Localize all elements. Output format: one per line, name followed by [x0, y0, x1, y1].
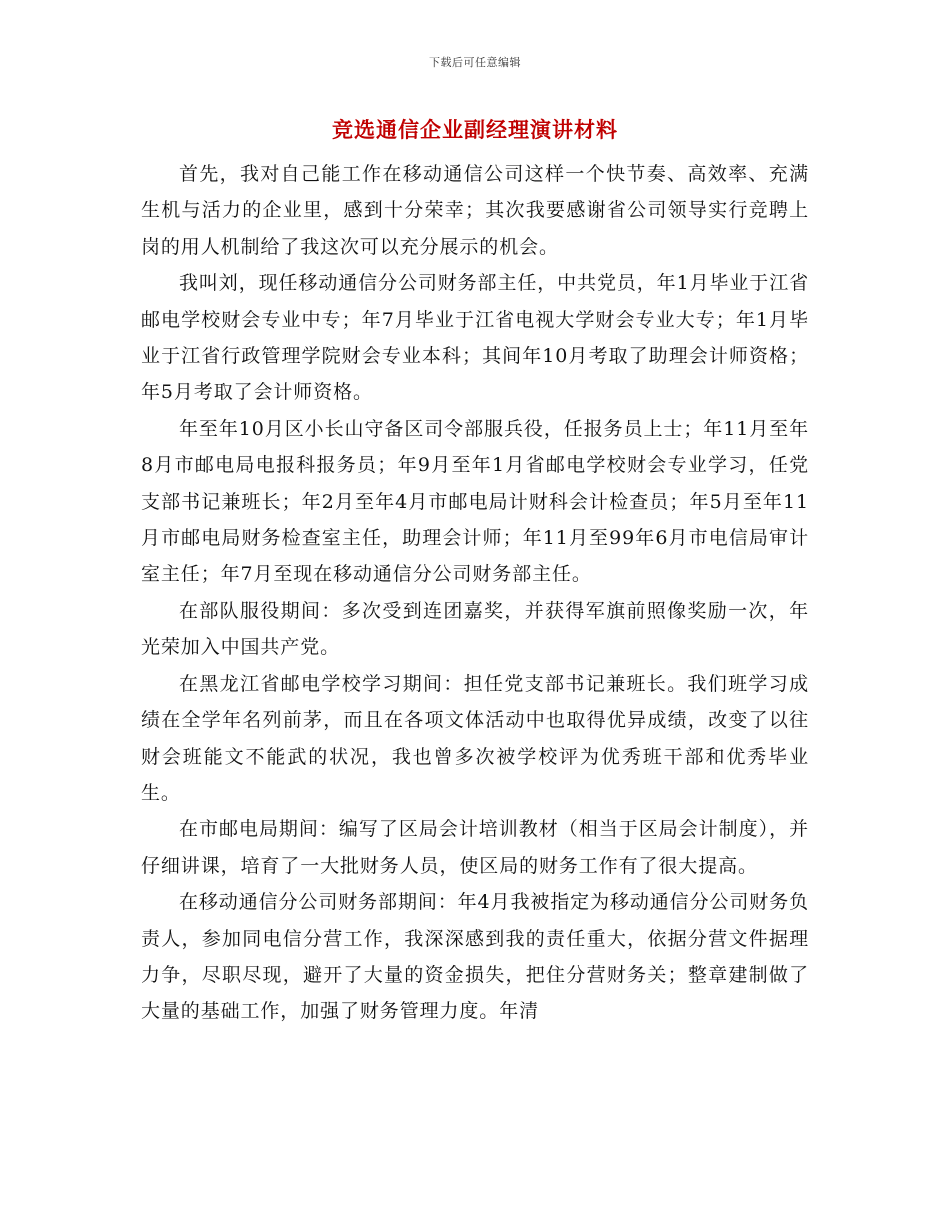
paragraph: 首先，我对自己能工作在移动通信公司这样一个快节奏、高效率、充满生机与活力的企业里，感到十分荣幸；其次我要感谢省公司领导实行竞聘上岗的用人机制给了我这次可以充分展示的机会。	[141, 163, 809, 258]
paragraph: 在部队服役期间：多次受到连团嘉奖，并获得军旗前照像奖励一次，年光荣加入中国共产党。	[141, 599, 809, 659]
paragraph: 在移动通信分公司财务部期间：年4月我被指定为移动通信分公司财务负责人，参加同电信分营工作，我深深感到我的责任重大，依据分营文件据理力争，尽职尽现，避开了大量的资金损失，把住分营财务关；整章建制做了大量的基础工作，加强了财务管理力度。年清	[141, 891, 809, 1023]
document-title: 竞选通信企业副经理演讲材料	[332, 117, 618, 142]
paragraph: 在市邮电局期间：编写了区局会计培训教材（相当于区局会计制度），并仔细讲课，培育了一大批财务人员，使区局的财务工作有了很大提高。	[141, 818, 809, 877]
header-note: 下载后可任意编辑	[429, 56, 521, 69]
paragraph: 我叫刘，现任移动通信分公司财务部主任，中共党员，年1月毕业于江省邮电学校财会专业中专；年7月毕业于江省电视大学财会专业大专；年1月毕业于江省行政管理学院财会专业本科；其间年10月考取了助理会计师资格；年5月考取了会计师资格。	[141, 272, 809, 404]
document-body	[141, 156, 809, 1030]
paragraph: 在黑龙江省邮电学校学习期间：担任党支部书记兼班长。我们班学习成绩在全学年名列前茅，而且在各项文体活动中也取得优异成绩，改变了以往财会班能文不能武的状况，我也曾多次被学校评为优秀班干部和优秀毕业生。	[141, 672, 809, 804]
paragraph: 年至年10月区小长山守备区司令部服兵役，任报务员上士；年11月至年8月市邮电局电报科报务员；年9月至年1月省邮电学校财会专业学习，任党支部书记兼班长；年2月至年4月市邮电局计财科会计检查员；年5月至年11月市邮电局财务检查室主任，助理会计师；年11月至99年6月市电信局审计室主任；年7月至现在移动通信分公司财务部主任。	[141, 417, 809, 586]
